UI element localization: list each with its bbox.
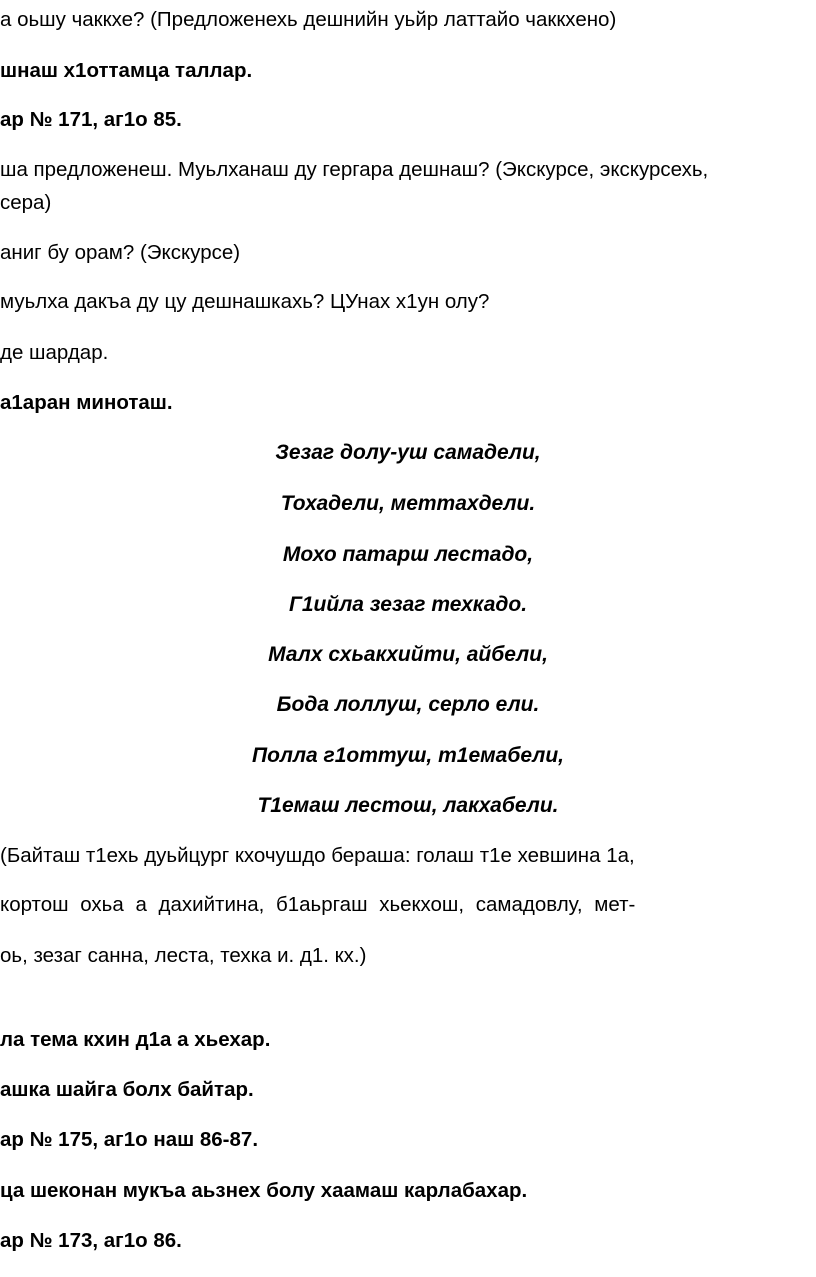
exercise-reference: ар № 173, аг1о 86. (0, 1229, 182, 1252)
poem-line: Мохо патарш лестадо, (282, 543, 534, 566)
text-line: муьлха дакъа ду цу дешнашкахь? ЦУнах х1ун олу? (0, 290, 490, 313)
paragraph-line: (Байташ т1ехь дуьйцург кхочушдо бераша: голаш т1е хевшина 1а, (0, 844, 635, 867)
heading-line: а1аран миноташ. (0, 391, 173, 414)
task-line: ашка шайга болх байтар. (0, 1078, 254, 1101)
text-line: сера) (0, 191, 52, 214)
poem-line: Малх схьакхийти, айбели, (268, 643, 548, 666)
exercise-reference: ар № 175, аг1о наш 86-87. (0, 1128, 259, 1151)
poem-line: Полла г1оттуш, т1емабели, (251, 744, 565, 767)
exercise-reference: ар № 171, аг1о 85. (0, 108, 182, 131)
text-line: де шардар. (0, 341, 109, 364)
poem-line: Тохадели, меттахдели. (280, 492, 536, 515)
heading-line: шнаш х1оттамца таллар. (0, 59, 253, 82)
poem-line: Г1ийла зезаг техкадо. (288, 593, 528, 616)
poem-line: Бода лоллуш, серло ели. (276, 693, 540, 716)
paragraph-line: кортош охьа а дахийтина, б1аьргаш хьекхош, самадовлу, мет- (0, 893, 636, 916)
task-line: ца шеконан мукъа аьзнех болу хаамаш карлабахар. (0, 1179, 528, 1202)
poem-line: Т1емаш лестош, лакхабели. (257, 794, 559, 817)
task-line: ла тема кхин д1а а хьехар. (0, 1028, 271, 1051)
text-line: аниг бу орам? (Экскурсе) (0, 241, 241, 264)
poem-line: Зезаг долу-уш самадели, (275, 441, 541, 464)
text-line: ша предложенеш. Муьлханаш ду гергара дешнаш? (Экскурсе, экскурсехь, (0, 158, 709, 181)
text-line: а оьшу чаккхе? (Предложенехь дешнийн уьйр латтайо чаккхено) (0, 8, 617, 31)
paragraph-line: оь, зезаг санна, леста, техка и. д1. кх.) (0, 944, 367, 967)
